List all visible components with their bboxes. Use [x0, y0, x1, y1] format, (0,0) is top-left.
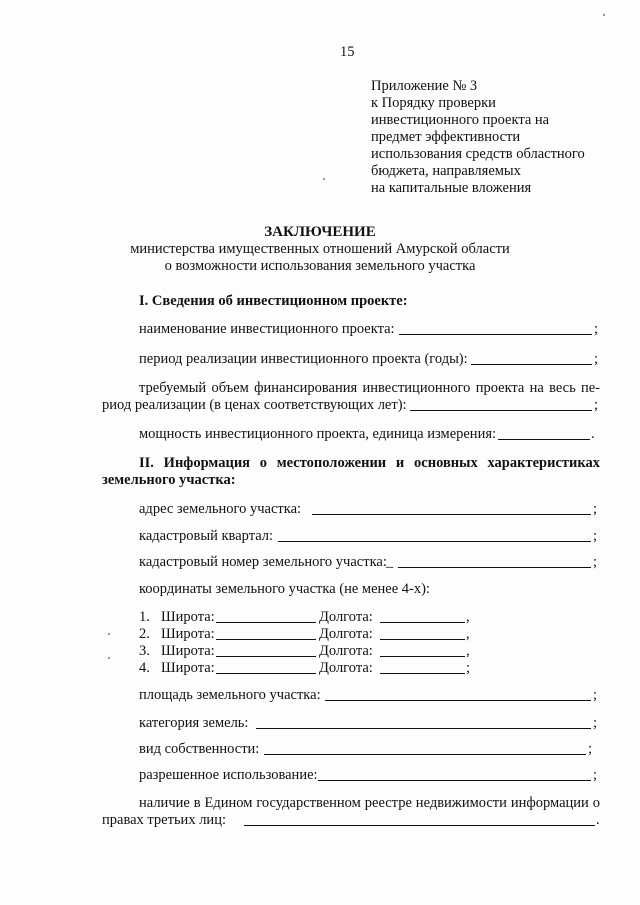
subtitle-line: о возможности использования земельного участка — [164, 258, 476, 274]
address-field[interactable] — [312, 514, 591, 515]
semicolon: ; — [594, 397, 599, 413]
longitude-label: Долгота: — [319, 660, 373, 676]
project-period-label: период реализации инвестиционного проекта (годы): — [139, 351, 468, 367]
land-category-label: категория земель: — [139, 715, 249, 731]
registry-field[interactable] — [244, 825, 595, 826]
coordinates-label: координаты земельного участка (не менее 4-х): — [139, 581, 430, 597]
longitude-field[interactable] — [380, 622, 465, 623]
longitude-field[interactable] — [380, 673, 465, 674]
longitude-field[interactable] — [380, 639, 465, 640]
ownership-label: вид собственности: — [139, 741, 260, 757]
area-label: площадь земельного участка: — [139, 687, 321, 703]
capacity-label: мощность инвестиционного проекта, единица измерения: — [139, 426, 497, 442]
land-category-field[interactable] — [256, 728, 591, 729]
latitude-field[interactable] — [216, 622, 316, 623]
coord-number: 4. — [139, 660, 150, 676]
latitude-label: Широта: — [161, 643, 215, 659]
coord-number: 2. — [139, 626, 150, 642]
semicolon: ; — [588, 741, 593, 757]
semicolon: ; — [593, 501, 598, 517]
semicolon: ; — [594, 351, 599, 367]
appendix-line: к Порядку проверки — [371, 95, 496, 111]
appendix-line: инвестиционного проекта на — [371, 112, 550, 128]
registry-text-line1: наличие в Едином государственном реестре недвижимости информации о — [139, 795, 600, 811]
coord-end: , — [466, 609, 470, 625]
funding-text-line1: требуемый объем финансирования инвестиционного проекта на весь пе- — [139, 380, 600, 396]
semicolon: ; — [593, 767, 598, 783]
cadastral-number-field[interactable] — [398, 567, 591, 568]
page-number: 15 — [340, 44, 355, 60]
funding-field[interactable] — [410, 410, 592, 411]
latitude-field[interactable] — [216, 639, 316, 640]
cadastral-number-prefix: _ — [386, 554, 394, 570]
semicolon: ; — [594, 321, 599, 337]
subtitle-line: министерства имущественных отношений Амурской области — [130, 241, 510, 257]
coord-number: 3. — [139, 643, 150, 659]
appendix-line: предмет эффективности — [371, 129, 521, 145]
ownership-field[interactable] — [264, 754, 586, 755]
capacity-field[interactable] — [498, 439, 590, 440]
scan-speck — [603, 14, 605, 16]
scan-speck — [108, 657, 110, 659]
scan-speck — [323, 178, 325, 180]
cadastral-quarter-field[interactable] — [278, 541, 591, 542]
section2-heading-line1: II. Информация о местоположении и основных характеристиках — [139, 455, 600, 471]
latitude-label: Широта: — [161, 660, 215, 676]
project-name-field[interactable] — [399, 334, 592, 335]
registry-text-line2: правах третьих лиц: — [102, 812, 226, 828]
permitted-use-label: разрешенное использование: — [139, 767, 318, 783]
latitude-field[interactable] — [216, 673, 316, 674]
appendix-line: бюджета, направляемых — [371, 163, 521, 179]
longitude-label: Долгота: — [319, 626, 373, 642]
coord-number: 1. — [139, 609, 150, 625]
project-period-field[interactable] — [471, 364, 592, 365]
section1-heading: I. Сведения об инвестиционном проекте: — [139, 293, 408, 309]
period-mark: . — [596, 812, 600, 828]
project-name-label: наименование инвестиционного проекта: — [139, 321, 395, 337]
longitude-label: Долгота: — [319, 643, 373, 659]
coord-end: , — [466, 626, 470, 642]
address-label: адрес земельного участка: — [139, 501, 302, 517]
semicolon: ; — [593, 687, 598, 703]
coord-end: ; — [466, 660, 471, 676]
coord-end: , — [466, 643, 470, 659]
cadastral-quarter-label: кадастровый квартал: — [139, 528, 274, 544]
latitude-label: Широта: — [161, 626, 215, 642]
appendix-line: на капитальные вложения — [371, 180, 532, 196]
semicolon: ; — [593, 554, 598, 570]
appendix-line: Приложение № 3 — [371, 78, 478, 94]
latitude-label: Широта: — [161, 609, 215, 625]
area-field[interactable] — [325, 700, 591, 701]
scan-speck — [108, 633, 110, 635]
semicolon: ; — [593, 715, 598, 731]
longitude-label: Долгота: — [319, 609, 373, 625]
longitude-field[interactable] — [380, 656, 465, 657]
permitted-use-field[interactable] — [318, 780, 591, 781]
section2-heading-line2: земельного участка: — [102, 472, 236, 488]
appendix-line: использования средств областного — [371, 146, 585, 162]
funding-text-line2: риод реализации (в ценах соответствующих лет): — [102, 397, 407, 413]
semicolon: ; — [593, 528, 598, 544]
latitude-field[interactable] — [216, 656, 316, 657]
period-mark: . — [591, 426, 595, 442]
cadastral-number-label: кадастровый номер земельного участка: — [139, 554, 387, 570]
document-title: ЗАКЛЮЧЕНИЕ — [264, 224, 376, 240]
